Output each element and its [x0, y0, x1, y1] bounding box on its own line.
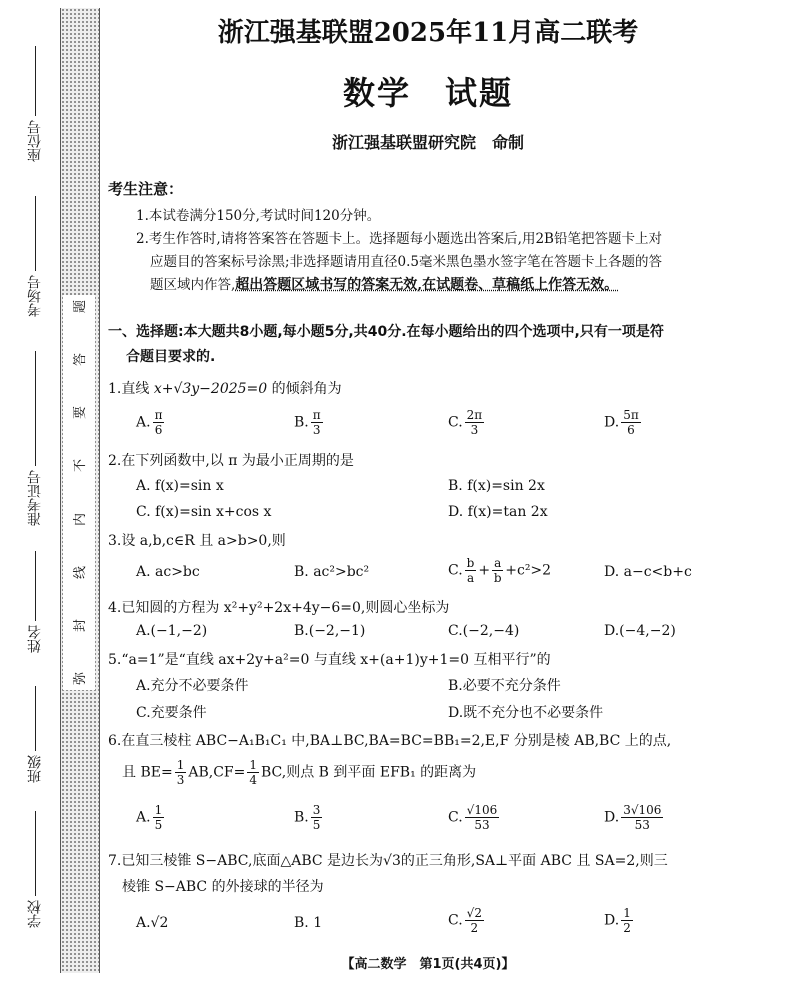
q4-option-b: B.(−2,−1) [294, 623, 366, 639]
section-heading [108, 320, 748, 370]
q1-b-frac [311, 408, 323, 437]
frac-den: 2 [623, 921, 631, 935]
q7-option-b: B. 1 [294, 915, 323, 931]
frac-num: 3√106 [623, 803, 662, 817]
q1-option-label: B. [294, 414, 309, 431]
notice-item-2-line-3 [150, 274, 618, 297]
q1-option-label: C. [448, 414, 463, 431]
exam-room-field [20, 275, 50, 317]
q3-plus: + [478, 562, 491, 579]
ticket-number-field [20, 470, 50, 526]
frac-den: 5 [154, 818, 163, 832]
q7-d-frac [621, 906, 633, 935]
frac-den: 53 [634, 818, 650, 832]
q5-option-b: B.必要不充分条件 [448, 678, 561, 694]
seal-char: 题 [73, 299, 89, 314]
q6-stem-a: 且 BE= [122, 764, 173, 781]
frac-den: 6 [154, 423, 163, 437]
name-field [20, 625, 50, 653]
q6-option-b [294, 803, 324, 832]
q5-option-c: C.充要条件 [136, 705, 207, 721]
notice-item-2-line-3-text: 题区域内作答, [150, 277, 236, 293]
q3-option-a: A. ac>bc [136, 564, 200, 580]
frac-num: 3 [312, 803, 321, 817]
subject-title: 数学 试题 [342, 74, 513, 112]
q6-frac-1 [175, 758, 187, 787]
q6-option-a [136, 803, 166, 832]
q7-c-frac [465, 906, 484, 935]
q2-option-c: C. f(x)=sin x+cos x [136, 504, 272, 520]
q7-option-label: D. [604, 912, 620, 929]
frac-num: √106 [466, 803, 498, 817]
section-line-2: 合题目要求的. [126, 349, 216, 365]
q3-option-c [448, 556, 551, 585]
class-field [20, 755, 50, 783]
notice-item-2-line-2: 应题目的答案标号涂黑;非选择题请用直径0.5毫米黑色墨水签字笔在答题卡上各题的答 [150, 254, 663, 270]
q1-option-label: A. [136, 414, 151, 431]
seat-number-field [20, 120, 50, 162]
q6-frac-2 [247, 758, 259, 787]
q4-option-a: A.(−1,−2) [136, 623, 208, 639]
name-line [20, 545, 50, 621]
q3-option-label: C. [448, 562, 463, 579]
q1-option-b [294, 408, 325, 437]
q3-tail: +c²>2 [505, 562, 552, 579]
q6-option-label: A. [136, 809, 151, 826]
frac-num: 1 [154, 803, 163, 817]
class-line [20, 680, 50, 751]
section-line-1: 一、选择题:本大题共8小题,每小题5分,共40分.在每小题给出的四个选项中,只有一项是符 [108, 324, 664, 340]
school-field [20, 900, 50, 928]
q1-option-a [136, 408, 166, 437]
seat-number-label: 座位号 [27, 120, 43, 162]
q1-equation: x+√3y−2025=0 [153, 381, 268, 397]
frac-num: a [494, 556, 502, 570]
q7-option-d [604, 906, 635, 935]
q6-d-frac [621, 803, 663, 832]
frac-den: 53 [474, 818, 490, 832]
frac-num: 2π [466, 408, 483, 422]
q1-a-frac [153, 408, 165, 437]
notice-emphasis: 超出答题区域书写的答案无效,在试题卷、草稿纸上作答无效。 [235, 277, 619, 293]
question-5-stem: 5.“a=1”是“直线 ax+2y+a²=0 与直线 x+(a+1)y+1=0 互相平行”的 [108, 652, 551, 668]
frac-den: b [493, 571, 502, 585]
q6-option-d [604, 803, 665, 832]
q3-c-frac-2 [492, 556, 503, 585]
page-footer: 【高二数学 第1页(共4页)】 [341, 957, 515, 972]
ticket-number-label: 准考证号 [27, 470, 43, 526]
seal-char: 不 [73, 459, 89, 473]
question-7-stem-1: 7.已知三棱锥 S−ABC,底面△ABC 是边长为√3的正三角形,SA⊥平面 ABC 且 SA=2,则三 [108, 853, 668, 869]
q5-option-d: D.既不充分也不必要条件 [448, 705, 604, 721]
q1-option-label: D. [604, 414, 620, 431]
q3-c-frac-1 [465, 556, 477, 585]
frac-num: π [312, 408, 321, 422]
frac-num: π [154, 408, 163, 422]
frac-den: 3 [470, 423, 479, 437]
frac-num: √2 [466, 906, 482, 920]
binding-margin [0, 0, 100, 981]
question-6-stem-2 [122, 758, 476, 787]
question-4-stem: 4.已知圆的方程为 x²+y²+2x+4y−6=0,则圆心坐标为 [108, 600, 450, 616]
q6-stem-b: AB,CF= [188, 764, 246, 781]
notice-item-2-line-1: 2.考生作答时,请将答案答在答题卡上。选择题每小题选出答案后,用2B铅笔把答题卡上对 [136, 231, 662, 247]
seal-warning [63, 295, 95, 690]
q1-option-c [448, 408, 486, 437]
seal-char: 答 [73, 353, 89, 367]
q1-stem-c: 的倾斜角为 [267, 381, 342, 397]
seal-char: 要 [73, 406, 89, 420]
q2-option-a: A. f(x)=sin x [136, 478, 224, 494]
seal-char: 封 [73, 618, 89, 632]
class-label: 班级 [27, 755, 43, 783]
question-3-stem: 3.设 a,b,c∈R 且 a>b>0,则 [108, 533, 286, 549]
q3-option-b: B. ac²>bc² [294, 564, 370, 580]
question-1-stem [108, 378, 342, 398]
notice-heading: 考生注意： [108, 180, 184, 198]
notice-item-1: 1.本试卷满分150分,考试时间120分钟。 [136, 208, 381, 224]
frac-num: 5π [623, 408, 639, 422]
school-line [20, 805, 50, 896]
q6-option-label: B. [294, 809, 309, 826]
frac-den: 5 [312, 818, 321, 832]
frac-num: 1 [623, 906, 631, 920]
frac-den: 2 [470, 921, 479, 935]
q3-option-d: D. a−c<b+c [604, 564, 692, 580]
frac-num: 1 [249, 758, 257, 772]
author-line: 浙江强基联盟研究院 命制 [331, 133, 524, 152]
q7-option-a: A.√2 [136, 915, 169, 931]
exam-title: 浙江强基联盟2025年11月高二联考 [217, 18, 639, 48]
frac-den: 4 [249, 773, 257, 787]
q6-a-frac [153, 803, 165, 832]
q5-option-a: A.充分不必要条件 [136, 678, 249, 694]
q1-option-d [604, 408, 643, 437]
q6-option-c [448, 803, 501, 832]
q6-option-label: D. [604, 809, 620, 826]
q1-c-frac [465, 408, 485, 437]
question-7-stem-2: 棱锥 S−ABC 的外接球的半径为 [122, 879, 324, 895]
exam-page [108, 0, 788, 981]
q4-option-d: D.(−4,−2) [604, 623, 676, 639]
q7-option-label: C. [448, 912, 463, 929]
q2-option-d: D. f(x)=tan 2x [448, 504, 548, 520]
frac-num: b [466, 556, 475, 570]
seal-char: 弥 [73, 671, 89, 685]
school-label: 学校 [27, 900, 43, 928]
name-label: 姓名 [27, 625, 43, 653]
frac-den: a [466, 571, 475, 585]
seat-number-line [20, 40, 50, 116]
q6-b-frac [311, 803, 323, 832]
seal-char: 内 [73, 512, 89, 526]
frac-num: 1 [176, 758, 185, 772]
q2-option-b: B. f(x)=sin 2x [448, 478, 545, 494]
q1-d-frac [621, 408, 641, 437]
frac-den: 3 [176, 773, 185, 787]
ticket-number-line [20, 345, 50, 466]
q6-c-frac [465, 803, 500, 832]
exam-room-label: 考场号 [27, 275, 43, 317]
q1-stem-a: 1.直线 [108, 381, 154, 397]
frac-den: 3 [312, 423, 321, 437]
q4-option-c: C.(−2,−4) [448, 623, 520, 639]
seal-char: 线 [73, 565, 89, 579]
exam-room-line [20, 190, 50, 271]
q6-option-label: C. [448, 809, 463, 826]
question-2-stem: 2.在下列函数中,以 π 为最小正周期的是 [108, 453, 354, 469]
frac-den: 6 [627, 423, 635, 437]
question-6-stem-1: 6.在直三棱柱 ABC−A₁B₁C₁ 中,BA⊥BC,BA=BC=BB₁=2,E,F 分别是棱 AB,BC 上的点, [108, 733, 672, 749]
q7-option-c [448, 906, 486, 935]
q6-stem-c: BC,则点 B 到平面 EFB₁ 的距离为 [261, 764, 477, 781]
